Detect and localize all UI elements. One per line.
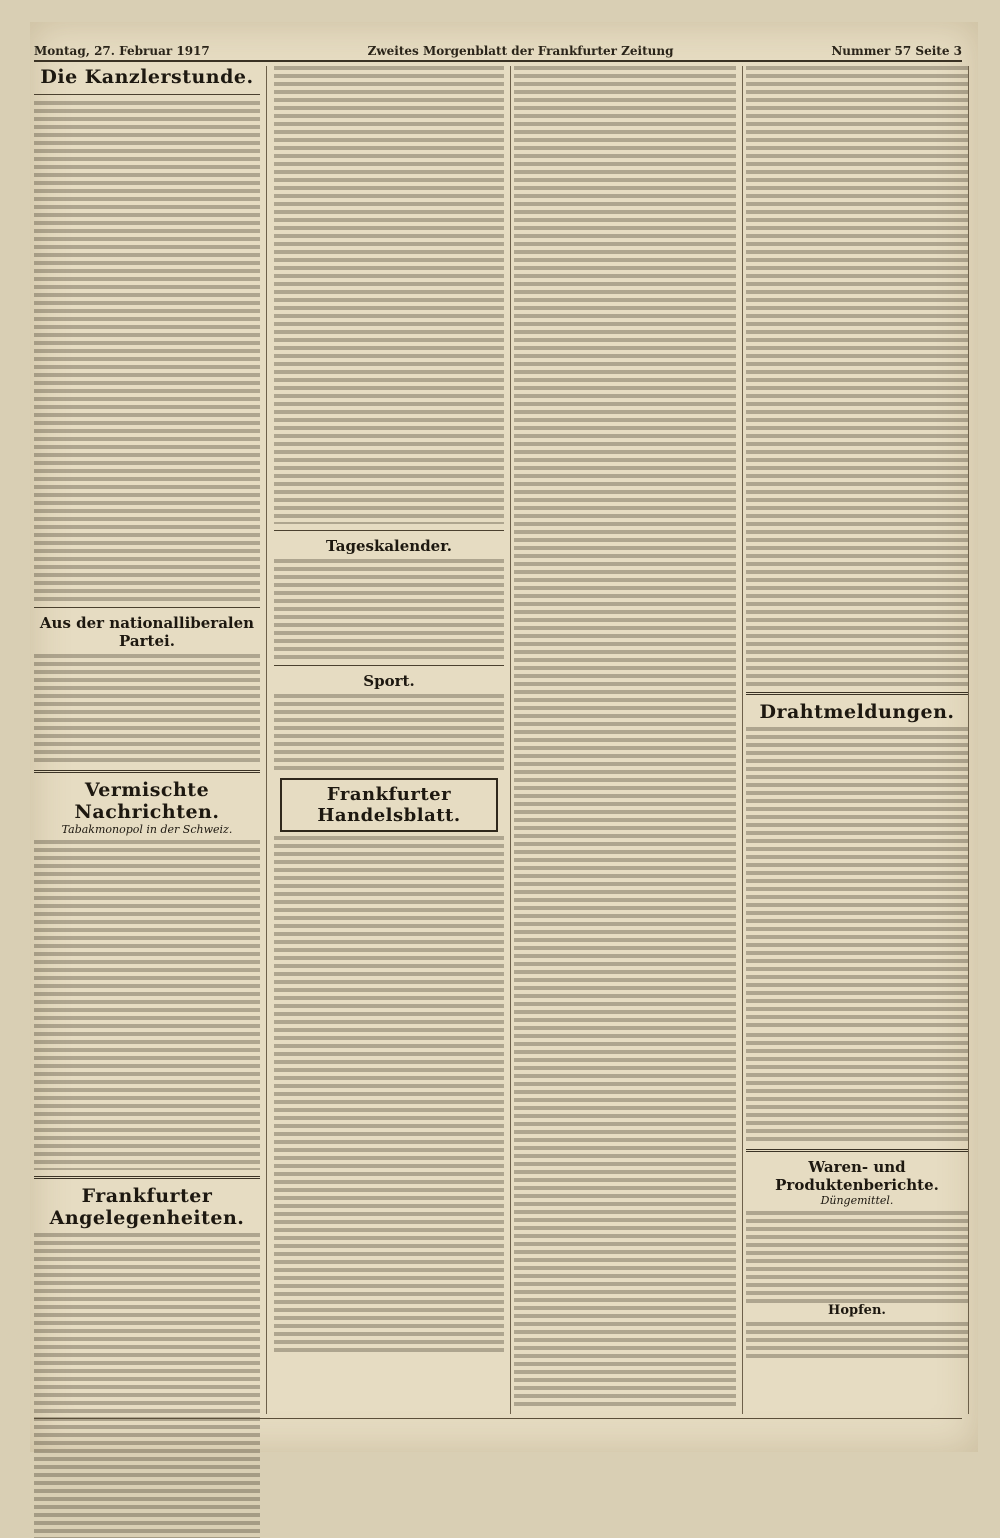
tageskalender-listing [274,559,504,659]
masthead-title: Zweites Morgenblatt der Frankfurter Zeitung [367,44,674,58]
headline-nationalliberale-partei: Aus der nationalliberalen Partei. [39,614,255,650]
subhead-hopfen: Hopfen. [828,1303,886,1318]
article-body [34,840,260,1170]
market-table [746,1033,968,1143]
subhead-tabakmonopol: Tabakmonopol in der Schweiz. [61,823,233,836]
column-4 [740,66,969,1414]
section-title-handelsblatt: Frankfurter Handelsblatt. [317,784,461,826]
article-body [274,694,504,774]
headline-tageskalender: Tageskalender. [326,537,452,555]
article-body [34,101,260,601]
section-box-handelsblatt [280,778,498,832]
headline-vermischte-nachrichten: Vermischte Nachrichten. [74,779,220,823]
column-1 [34,66,267,1414]
article-body [34,654,260,764]
masthead-number: Nummer 57 Seite 3 [831,44,962,58]
column-2 [268,66,511,1414]
article-body [746,727,968,1027]
article-body [514,66,736,1406]
headline-waren-und-produktenberichte: Waren- und Produktenberichte. [775,1158,939,1194]
headline-sport: Sport. [363,672,415,690]
bottom-rule [34,1418,962,1419]
subhead-duengemittel: Düngemittel. [820,1194,894,1207]
headline-drahtmeldungen: Drahtmeldungen. [759,701,955,723]
masthead-date: Montag, 27. Februar 1917 [34,44,210,58]
article-body [34,1233,260,1538]
article-body [274,66,504,524]
headline-kanzlerstunde: Die Kanzlerstunde. [40,66,254,88]
headline-frankfurter-angelegenheiten: Frankfurter Angelegenheiten. [49,1185,245,1229]
article-body [274,836,504,1356]
article-body [746,1322,968,1362]
article-body [746,66,968,686]
column-3 [508,66,743,1414]
masthead [34,40,962,62]
article-body [746,1211,968,1303]
